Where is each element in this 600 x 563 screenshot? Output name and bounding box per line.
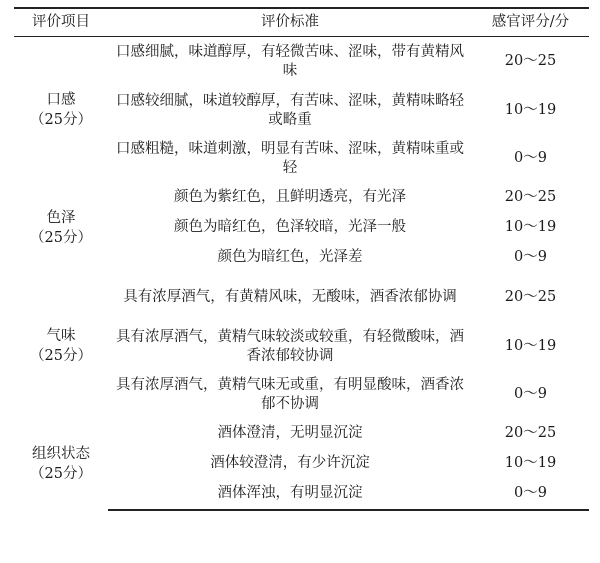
score-cell: 10～19: [504, 102, 557, 118]
table-row: [14, 37, 589, 87]
score-cell: 20～25: [504, 53, 557, 70]
score-cell: 10～19: [504, 338, 557, 354]
score-cell: 0～9: [514, 386, 547, 402]
table-row: [14, 183, 589, 213]
table-row: [14, 273, 589, 323]
criteria-cell: 酒体浑浊，有明显沉淀: [108, 479, 472, 510]
criteria-cell: 颜色为紫红色，且鲜明透亮，有光泽: [174, 189, 406, 205]
table-header-row: [14, 8, 589, 37]
item-cell-taste: [14, 37, 108, 183]
score-cell: 10～19: [504, 219, 557, 235]
score-cell: 0～9: [514, 150, 547, 166]
score-cell: 20～25: [504, 189, 557, 205]
criteria-cell: 口感细腻，味道醇厚，有轻微苦味、涩味，带有黄精风味: [116, 43, 464, 79]
item-cell-texture: [14, 419, 108, 510]
sensory-evaluation-table: [14, 7, 589, 511]
criteria-cell: 酒体较澄清，有少许沉淀: [210, 455, 370, 471]
item-points: （25分）: [30, 229, 92, 246]
header-criteria: 评价标准: [108, 8, 472, 37]
score-cell: 0～9: [472, 479, 589, 510]
item-name: 组织状态: [32, 446, 90, 462]
table-row: [14, 419, 589, 449]
item-cell-color: [14, 183, 108, 273]
item-points: （25分）: [30, 347, 92, 364]
item-points: （25分）: [30, 111, 92, 128]
criteria-cell: 具有浓厚酒气，黄精气味无或重，有明显酸味，酒香浓郁不协调: [116, 376, 464, 412]
item-name: 气味: [46, 327, 76, 344]
item-name: 色泽: [46, 209, 76, 226]
score-cell: 0～9: [514, 249, 547, 265]
header-score: 感官评分/分: [472, 8, 589, 37]
sensory-evaluation-table-container: [14, 7, 589, 511]
criteria-cell: 颜色为暗红色，色泽较暗，光泽一般: [174, 219, 406, 235]
item-points: （25分）: [30, 466, 92, 482]
criteria-cell: 颜色为暗红色，光泽差: [217, 249, 363, 265]
criteria-cell: 具有浓厚酒气，有黄精风味，无酸味，酒香浓郁协调: [123, 289, 457, 305]
score-cell: 20～25: [504, 425, 557, 441]
criteria-cell: 口感粗糙，味道刺激，明显有苦味、涩味，黄精味重或轻: [116, 140, 464, 176]
criteria-cell: 酒体澄清，无明显沉淀: [217, 425, 363, 441]
criteria-cell: 口感较细腻，味道较醇厚，有苦味、涩味，黄精味略轻或略重: [116, 92, 464, 128]
criteria-cell: 具有浓厚酒气，黄精气味较淡或较重，有轻微酸味，酒香浓郁较协调: [116, 328, 464, 364]
item-name: 口感: [46, 91, 76, 108]
header-item: 评价项目: [14, 8, 108, 37]
score-cell: 10～19: [504, 455, 557, 471]
score-cell: 20～25: [504, 289, 557, 305]
item-cell-aroma: [14, 273, 108, 419]
